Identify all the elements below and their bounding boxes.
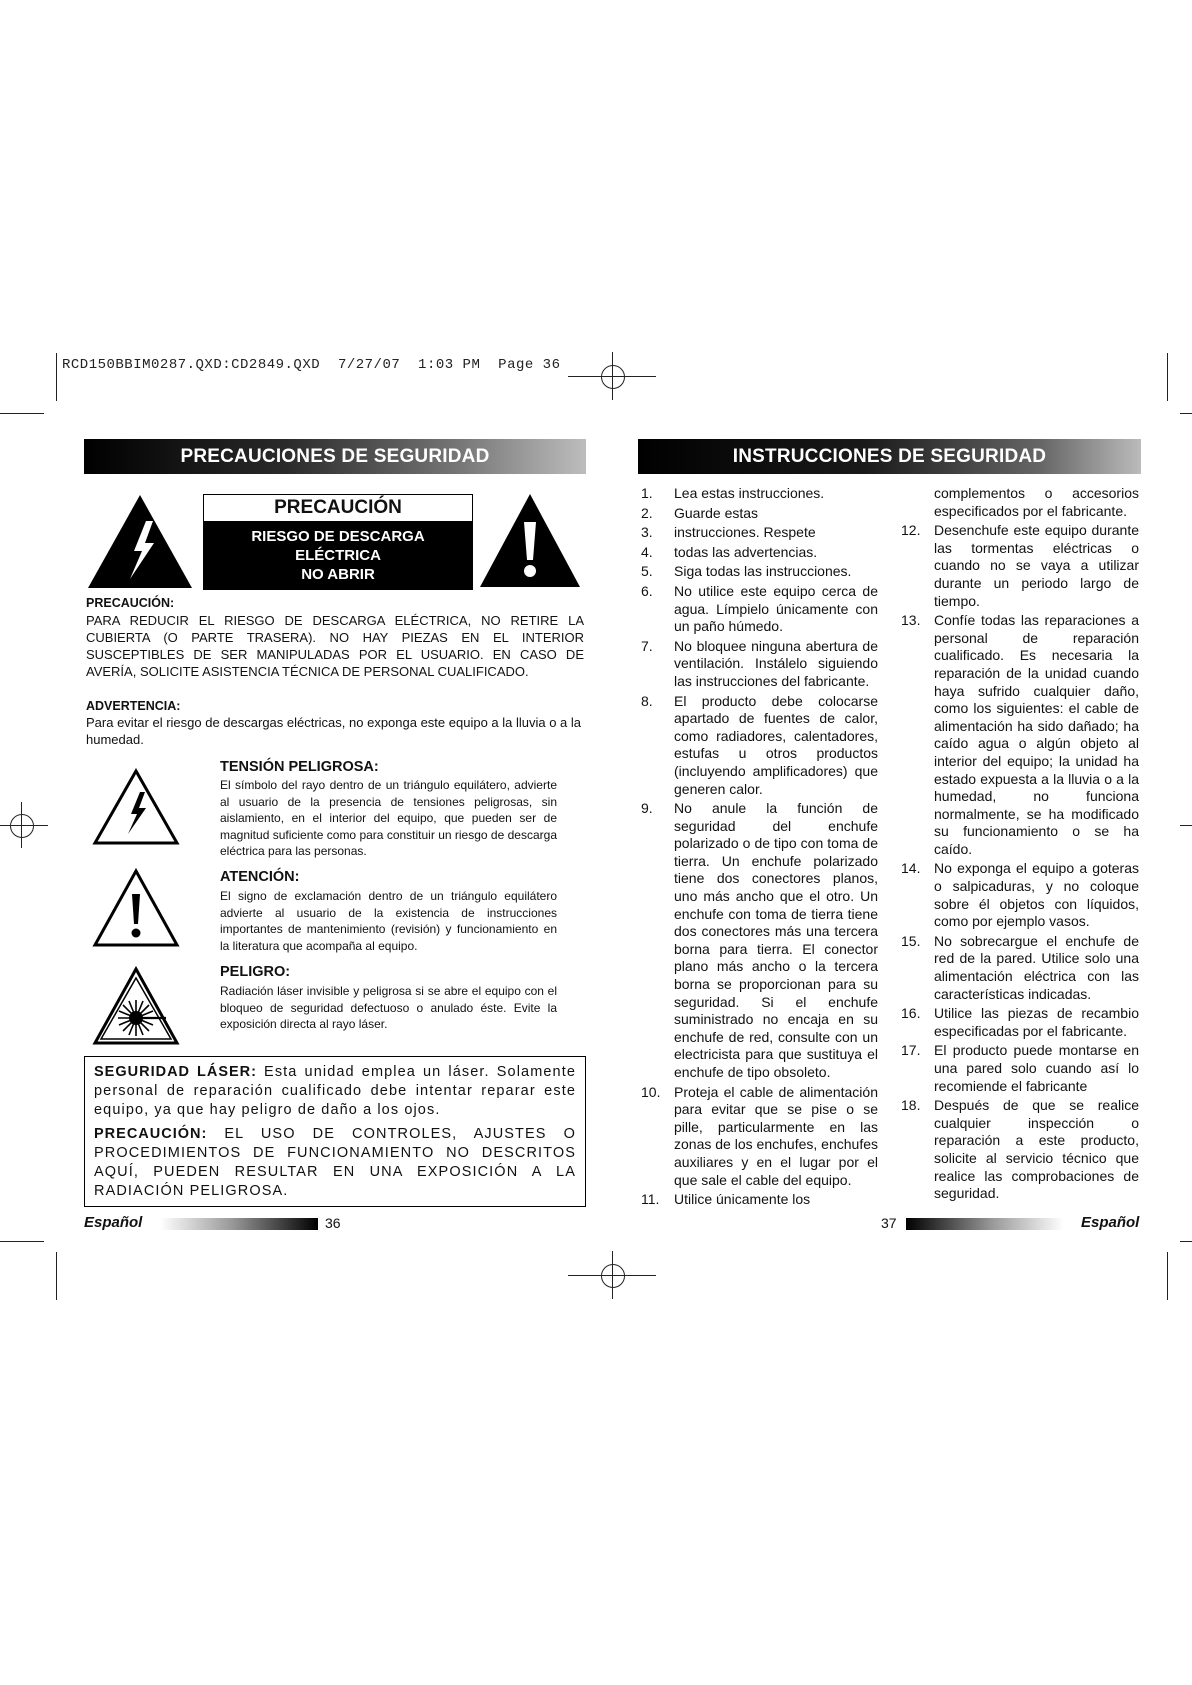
item-number: 13. <box>901 612 921 629</box>
item-number: 18. <box>901 1097 921 1114</box>
laser-caution-paragraph <box>94 1125 576 1201</box>
list-item <box>641 485 878 503</box>
caution-line: RIESGO DE DESCARGA <box>251 528 425 545</box>
list-item <box>641 638 878 691</box>
page-number: 36 <box>325 1215 341 1231</box>
instructions-list-column-1 <box>641 485 878 1211</box>
item-text: No anule la función de seguridad del enchufe polarizado o de tipo con toma de tierra. Un enchufe polarizado tiene dos conectores planos, uno más ancho que el otro. Un enchufe con toma de tierra tiene dos conectores más una tercera borna para tierra. El conector plano más ancho o la tercera borna se proporcionan para su seguridad. Si el enchufe suministrado no encaja en su enchufe de red, consulte con un electricista para que sustituya el enchufe de tipo obsoleto. <box>674 800 878 1080</box>
list-item <box>901 522 1139 610</box>
item-text: No utilice este equipo cerca de agua. Límpielo únicamente con un paño húmedo. <box>674 582 878 635</box>
list-item <box>641 800 878 1082</box>
item-number: 5. <box>641 563 653 580</box>
item-number: 15. <box>901 932 921 949</box>
list-item <box>901 1097 1139 1203</box>
item-text: Proteja el cable de alimentación para evitar que se pise o se pille, particularmente en las zonas de los enchufes, enchufes auxiliares y en el lugar por el que sale el cable del equipo. <box>674 1083 878 1188</box>
footer-language: Español <box>1081 1214 1140 1231</box>
item-text: Después de que se realice cualquier inspección o reparación a este producto, solicite al servicio técnico que realice las comprobaciones de seguridad. <box>934 1097 1139 1202</box>
list-item <box>641 693 878 799</box>
item-text: Guarde estas <box>674 504 759 521</box>
item-text: Confíe todas las reparaciones a personal de reparación cualificado. Es necesaria la reparación de la unidad cuando haya sufrido cualquier daño, como los siguientes: el cable de alimentación ha sido dañado; ha caído agua o algún objeto al interior del equipo; la unidad ha estado expuesta a la lluvia o a la humedad, no funciona normalmente, se ha modificado su funcionamiento o se ha caído. <box>934 612 1139 857</box>
caution-box-title: PRECAUCIÓN <box>274 497 402 518</box>
exclamation-warning-icon <box>478 492 582 589</box>
item-number: 9. <box>641 800 653 817</box>
crop-mark <box>56 1252 57 1300</box>
crop-mark <box>1180 1241 1192 1242</box>
crop-mark <box>1180 825 1192 826</box>
list-item <box>641 524 878 542</box>
caution-line: ELÉCTRICA <box>295 547 381 564</box>
item-text: todas las advertencias. <box>674 543 818 560</box>
attention-triangle-icon <box>92 868 180 948</box>
footer-gradient-bar <box>160 1218 318 1230</box>
laser-safety-label: SEGURIDAD LÁSER: <box>94 1064 257 1080</box>
item-text: Utilice únicamente los <box>674 1191 811 1208</box>
list-item <box>901 933 1139 1003</box>
item-number: 4. <box>641 543 653 560</box>
list-item <box>901 860 1139 930</box>
right-page-header: INSTRUCCIONES DE SEGURIDAD <box>638 439 1141 474</box>
list-item <box>901 612 1139 858</box>
item-number: 10. <box>641 1083 661 1100</box>
laser-safety-paragraph <box>94 1063 576 1120</box>
item-number: 14. <box>901 860 921 877</box>
item-text: Siga todas las instrucciones. <box>674 563 852 580</box>
crop-mark <box>1167 353 1168 401</box>
crop-mark <box>1180 413 1192 414</box>
item-number: 16. <box>901 1005 921 1022</box>
item-text: Utilice las piezas de recambio especificadas por el fabricante. <box>934 1005 1139 1039</box>
warning-title: TENSIÓN PELIGROSA: <box>220 759 379 775</box>
list-item <box>641 505 878 523</box>
list-item <box>641 544 878 562</box>
item-number: 17. <box>901 1042 921 1059</box>
caution-line: NO ABRIR <box>301 566 375 583</box>
list-item <box>641 1191 878 1209</box>
warning-title: PELIGRO: <box>220 964 291 980</box>
item-text: instrucciones. Respete <box>674 524 816 541</box>
item-number: 12. <box>901 522 921 539</box>
instructions-list <box>901 522 1139 1203</box>
item-number: 8. <box>641 692 653 709</box>
crop-mark <box>1167 1252 1168 1300</box>
print-slug: RCD150BBIM0287.QXD:CD2849.QXD 7/27/07 1:03 PM Page 36 <box>62 357 561 373</box>
item-number: 1. <box>641 485 653 501</box>
page-number: 37 <box>881 1215 897 1231</box>
advertencia-text: Para evitar el riesgo de descargas eléctricas, no exponga este equipo a la lluvia o a la humedad. <box>86 715 582 747</box>
list-item <box>641 563 878 581</box>
crop-mark <box>0 413 44 414</box>
item-text: No exponga el equipo a goteras o salpicaduras, y no coloque sobre él objetos con líquidos, como por ejemplo vasos. <box>934 860 1139 930</box>
item-number: 11. <box>641 1191 660 1208</box>
high-voltage-triangle-icon <box>92 768 180 846</box>
laser-safety-text: Esta unidad emplea un láser. Solamente personal de reparación cualificado debe intentar reparar este equipo, ya que hay peligro de daño a los ojos. <box>94 1064 576 1118</box>
item-text: El producto debe colocarse apartado de fuentes de calor, como radiadores, calentadores, estufas u otros productos (incluyendo amplificadores) que generen calor. <box>674 692 878 797</box>
list-item <box>641 583 878 636</box>
laser-safety-box <box>84 1056 586 1207</box>
item-number: 3. <box>641 524 653 541</box>
left-page-header: PRECAUCIONES DE SEGURIDAD <box>84 439 586 474</box>
crop-mark <box>0 1241 44 1242</box>
laser-radiation-triangle-icon <box>92 966 180 1046</box>
caution-box-body <box>204 521 472 589</box>
item-text: El producto puede montarse en una pared solo cuando así lo recomiende el fabricante <box>934 1042 1139 1094</box>
item-number: 2. <box>641 504 653 521</box>
list-item <box>901 1005 1139 1040</box>
laser-caution-label: PRECAUCIÓN: <box>94 1126 208 1142</box>
warning-title: ATENCIÓN: <box>220 869 300 885</box>
item-text: complementos o accesorios especificados por el fabricante. <box>934 485 1139 519</box>
item-number: 6. <box>641 582 653 599</box>
crop-mark <box>56 353 57 401</box>
warning-text: El símbolo del rayo dentro de un triángulo equilátero, advierte al usuario de la presencia de tensiones peligrosas, sin aislamiento, en el interior del equipo, que pueden ser de magnitud suficiente como para constituir un riesgo de descarga eléctrica para las personas. <box>220 778 557 859</box>
list-item-continued <box>901 485 1139 520</box>
instructions-list-column-2 <box>901 485 1139 1205</box>
laser-caution-text: EL USO DE CONTROLES, AJUSTES O PROCEDIMIENTOS DE FUNCIONAMIENTO NO DESCRITOS AQUÍ, PUEDEN RESULTAR EN UNA EXPOSICIÓN A LA RADIACIÓN PELIGROSA. <box>94 1126 576 1199</box>
warning-text: El signo de exclamación dentro de un triángulo equilátero advierte al usuario de la existencia de instrucciones importantes de mantenimiento (revisión) y funcionamiento en la literatura que acompaña al equipo. <box>220 889 557 953</box>
list-item <box>641 1084 878 1190</box>
list-item <box>901 1042 1139 1095</box>
item-text: Desenchufe este equipo durante las tormentas eléctricas o cuando no se vaya a utilizar durante un periodo largo de tiempo. <box>934 522 1139 609</box>
item-number: 7. <box>641 637 653 654</box>
caution-box <box>203 494 473 590</box>
item-text: No sobrecargue el enchufe de red de la pared. Utilice solo una alimentación eléctrica con las características indicadas. <box>934 932 1139 1002</box>
footer-gradient-bar <box>906 1218 1064 1230</box>
item-text: No bloquee ninguna abertura de ventilación. Instálelo siguiendo las instrucciones del fabricante. <box>674 637 878 689</box>
item-text: Lea estas instrucciones. <box>674 485 825 501</box>
precaucion-text: PARA REDUCIR EL RIESGO DE DESCARGA ELÉCTRICA, NO RETIRE LA CUBIERTA (O PARTE TRASERA). NO HAY PIEZAS EN EL INTERIOR SUSCEPTIBLES DE SER MANIPULADAS POR EL USUARIO. EN CASO DE AVERÍA, SOLICITE ASISTENCIA TÉCNICA DE PERSONAL CUALIFICADO. <box>86 613 584 679</box>
electric-shock-warning-icon <box>86 493 194 590</box>
advertencia-label: ADVERTENCIA: <box>86 699 181 713</box>
precaucion-label: PRECAUCIÓN: <box>86 596 175 610</box>
warning-text: Radiación láser invisible y peligrosa si se abre el equipo con el bloqueo de seguridad defectuoso o anulado éste. Evite la exposición directa al rayo láser. <box>220 984 557 1032</box>
footer-language: Español <box>84 1214 143 1231</box>
